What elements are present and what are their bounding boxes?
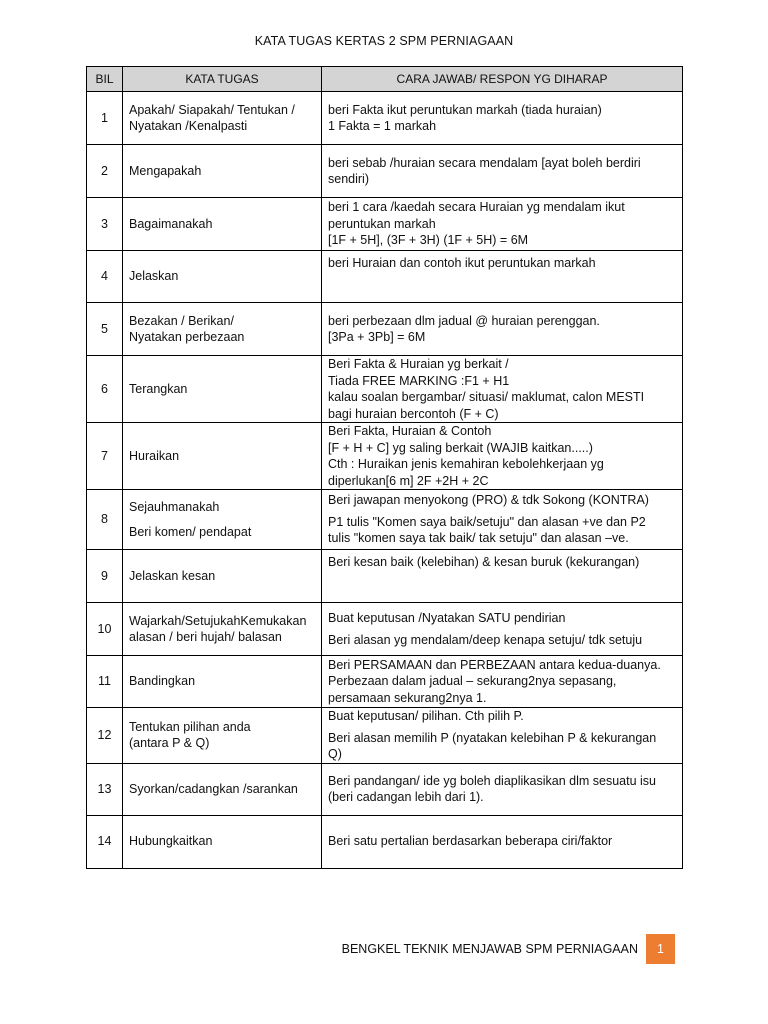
header-kata-tugas: KATA TUGAS	[123, 67, 322, 92]
kata-tugas-line: Tentukan pilihan anda	[129, 719, 251, 734]
cara-jawab-line: Cth : Huraikan jenis kemahiran kebolehkerjaan yg	[328, 457, 604, 471]
cara-jawab-line: P1 tulis "Komen saya baik/setuju" dan alasan +ve dan P2	[328, 514, 646, 529]
cara-jawab-cell	[322, 763, 683, 815]
kata-tugas-line: alasan / beri hujah/ balasan	[129, 630, 282, 644]
cara-jawab-line: [1F + 5H], (3F + 3H) (1F + 5H) = 6M	[328, 233, 529, 248]
kata-tugas-line: Wajarkah/SetujukahKemukakan	[129, 613, 307, 628]
row-number: 9	[87, 550, 123, 603]
footer-text: BENGKEL TEKNIK MENJAWAB SPM PERNIAGAAN	[341, 942, 638, 956]
table-row	[87, 423, 683, 490]
kata-tugas-cell	[123, 198, 322, 251]
cara-jawab-line: Beri PERSAMAAN dan PERBEZAAN antara kedua-duanya.	[328, 657, 661, 672]
table-row	[87, 198, 683, 251]
cara-jawab-cell	[322, 145, 683, 198]
cara-jawab-line: Buat keputusan/ pilihan. Cth pilih P.	[328, 709, 524, 723]
cara-jawab-cell	[322, 490, 683, 550]
kata-tugas-line: (antara P & Q)	[129, 736, 210, 751]
cara-jawab-line: Beri jawapan menyokong (PRO) & tdk Sokong (KONTRA)	[328, 493, 649, 508]
table-row	[87, 656, 683, 708]
row-number: 1	[87, 92, 123, 145]
header-cara-jawab: CARA JAWAB/ RESPON YG DIHARAP	[322, 67, 683, 92]
cara-jawab-line: beri Fakta ikut peruntukan markah (tiada huraian)	[328, 102, 602, 117]
kata-tugas-table	[86, 66, 683, 869]
header-bil: BIL	[87, 67, 123, 92]
cara-jawab-cell	[322, 303, 683, 356]
cara-jawab-line: Beri Fakta, Huraian & Contoh	[328, 424, 492, 438]
cara-jawab-line: Buat keputusan /Nyatakan SATU pendirian	[328, 611, 566, 625]
kata-tugas-cell	[123, 550, 322, 603]
table-row	[87, 490, 683, 550]
row-number: 12	[87, 708, 123, 764]
cara-jawab-line: [3Pa + 3Pb] = 6M	[328, 330, 426, 344]
table-row	[87, 356, 683, 423]
cara-jawab-line: Beri pandangan/ ide yg boleh diaplikasikan dlm sesuatu isu	[328, 773, 656, 788]
kata-tugas-cell	[123, 303, 322, 356]
cara-jawab-line: Beri alasan memilih P (nyatakan kelebihan P & kekurangan	[328, 730, 657, 745]
table-row	[87, 763, 683, 815]
row-number: 4	[87, 251, 123, 303]
row-number: 11	[87, 656, 123, 708]
cara-jawab-line: Beri Fakta & Huraian yg berkait /	[328, 357, 509, 371]
cara-jawab-cell	[322, 92, 683, 145]
cara-jawab-line: beri 1 cara /kaedah secara Huraian yg mendalam ikut	[328, 200, 625, 215]
table-row	[87, 603, 683, 656]
cara-jawab-line: Tiada FREE MARKING :F1 + H1	[328, 373, 510, 388]
cara-jawab-line: kalau soalan bergambar/ situasi/ maklumat, calon MESTI	[328, 390, 645, 404]
kata-tugas-cell	[123, 708, 322, 764]
kata-tugas-line: Sejauhmanakah	[129, 499, 220, 514]
kata-tugas-line: Hubungkaitkan	[129, 834, 213, 849]
kata-tugas-cell	[123, 603, 322, 656]
cara-jawab-line: sendiri)	[328, 172, 369, 186]
cara-jawab-line: beri sebab /huraian secara mendalam [ayat boleh berdiri	[328, 155, 641, 170]
cara-jawab-line: Beri alasan yg mendalam/deep kenapa setuju/ tdk setuju	[328, 632, 643, 647]
kata-tugas-line: Apakah/ Siapakah/ Tentukan /	[129, 102, 295, 117]
row-number: 3	[87, 198, 123, 251]
kata-tugas-cell	[123, 145, 322, 198]
cara-jawab-line: Beri satu pertalian berdasarkan beberapa ciri/faktor	[328, 834, 613, 849]
cara-jawab-line: Q)	[328, 747, 342, 761]
cara-jawab-line: bagi huraian bercontoh (F + C)	[328, 406, 499, 421]
line-gap	[129, 515, 315, 524]
kata-tugas-line: Jelaskan kesan	[129, 568, 216, 583]
table-row	[87, 708, 683, 764]
kata-tugas-line: Syorkan/cadangkan /sarankan	[129, 781, 298, 796]
cara-jawab-line: persamaan sekurang2nya 1.	[328, 690, 487, 705]
kata-tugas-cell	[123, 423, 322, 490]
cara-jawab-cell	[322, 198, 683, 251]
cara-jawab-cell	[322, 423, 683, 490]
kata-tugas-line: Bandingkan	[129, 674, 196, 689]
kata-tugas-line: Terangkan	[129, 381, 188, 396]
kata-tugas-line: Mengapakah	[129, 163, 202, 178]
kata-tugas-cell	[123, 490, 322, 550]
cara-jawab-line: Perbezaan dalam jadual – sekurang2nya sepasang,	[328, 674, 617, 689]
cara-jawab-cell	[322, 251, 683, 303]
cara-jawab-line: peruntukan markah	[328, 216, 436, 231]
cara-jawab-line: tulis "komen saya tak baik/ tak setuju" dan alasan –ve.	[328, 531, 629, 546]
cara-jawab-line: beri perbezaan dlm jadual @ huraian perenggan.	[328, 313, 600, 328]
table-row	[87, 550, 683, 603]
cara-jawab-cell	[322, 603, 683, 656]
table-row	[87, 303, 683, 356]
kata-tugas-line: Bezakan / Berikan/	[129, 313, 234, 328]
table-row	[87, 815, 683, 868]
row-number: 2	[87, 145, 123, 198]
kata-tugas-line: Huraikan	[129, 448, 180, 463]
cara-jawab-cell	[322, 708, 683, 764]
table-row	[87, 145, 683, 198]
kata-tugas-line: Jelaskan	[129, 269, 179, 284]
table-header-row	[87, 67, 683, 92]
row-number: 6	[87, 356, 123, 423]
row-number: 7	[87, 423, 123, 490]
cara-jawab-cell	[322, 656, 683, 708]
kata-tugas-line: Bagaimanakah	[129, 216, 213, 231]
cara-jawab-line: beri Huraian dan contoh ikut peruntukan markah	[328, 256, 596, 270]
row-number: 10	[87, 603, 123, 656]
cara-jawab-line: [F + H + C] yg saling berkait (WAJIB kaitkan.....)	[328, 440, 593, 455]
cara-jawab-line: 1 Fakta = 1 markah	[328, 119, 437, 133]
kata-tugas-cell	[123, 815, 322, 868]
kata-tugas-line: Nyatakan perbezaan	[129, 330, 245, 344]
page-title: KATA TUGAS KERTAS 2 SPM PERNIAGAAN	[254, 34, 514, 48]
row-number: 5	[87, 303, 123, 356]
cara-jawab-line: Beri kesan baik (kelebihan) & kesan buruk (kekurangan)	[328, 555, 640, 569]
row-number: 13	[87, 763, 123, 815]
cara-jawab-cell	[322, 815, 683, 868]
kata-tugas-line: Nyatakan /Kenalpasti	[129, 119, 248, 133]
kata-tugas-line: Beri komen/ pendapat	[129, 525, 252, 539]
kata-tugas-cell	[123, 251, 322, 303]
kata-tugas-cell	[123, 92, 322, 145]
cara-jawab-line: (beri cadangan lebih dari 1).	[328, 790, 484, 804]
row-number: 8	[87, 490, 123, 550]
kata-tugas-cell	[123, 656, 322, 708]
row-number: 14	[87, 815, 123, 868]
table-row	[87, 251, 683, 303]
page-number-badge: 1	[646, 934, 675, 964]
cara-jawab-cell	[322, 356, 683, 423]
cara-jawab-cell	[322, 550, 683, 603]
kata-tugas-cell	[123, 763, 322, 815]
cara-jawab-line: diperlukan[6 m] 2F +2H + 2C	[328, 473, 489, 488]
kata-tugas-cell	[123, 356, 322, 423]
table-row	[87, 92, 683, 145]
page-footer	[0, 934, 768, 964]
